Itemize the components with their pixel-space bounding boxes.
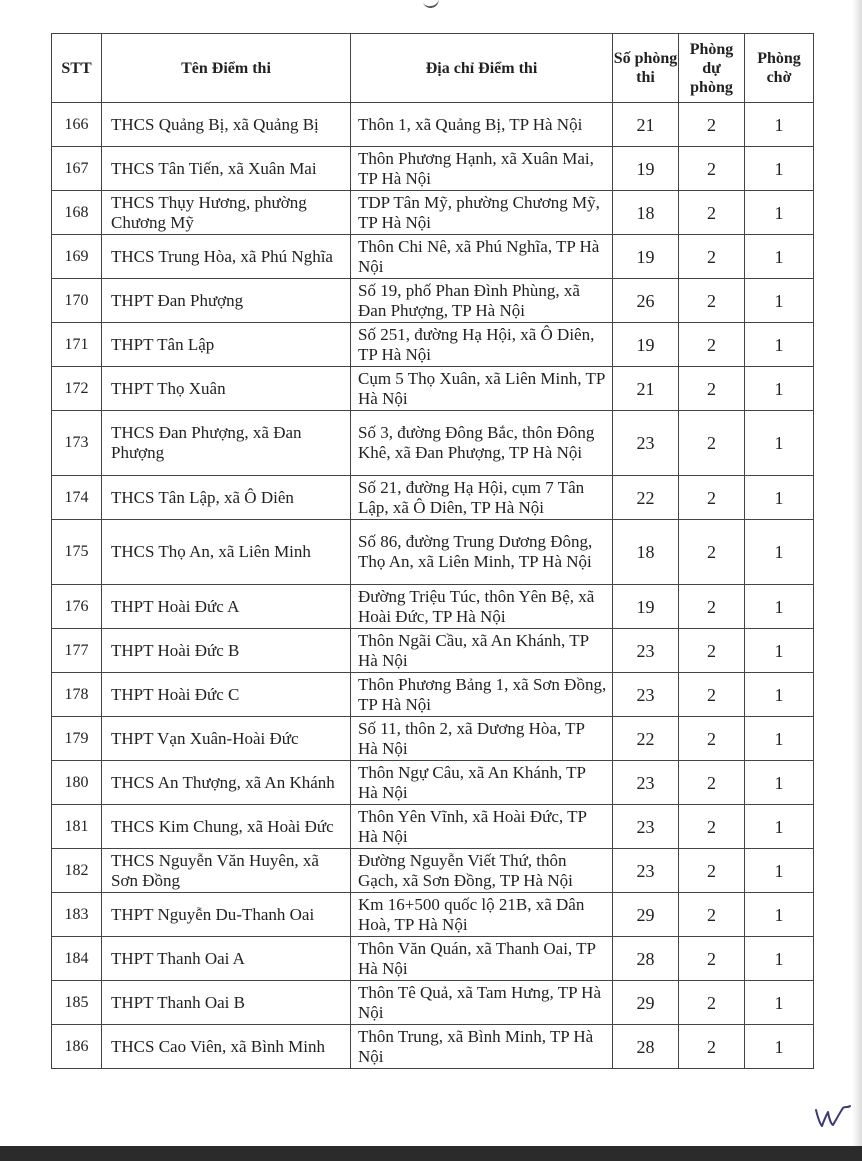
cell-stt: 175 bbox=[52, 520, 102, 585]
cell-venue-name: THCS Thụy Hương, phường Chương Mỹ bbox=[102, 191, 351, 235]
cell-stt: 183 bbox=[52, 893, 102, 937]
cell-stt: 170 bbox=[52, 279, 102, 323]
cell-exam-rooms: 19 bbox=[613, 235, 679, 279]
cell-venue-name: THCS Tân Tiến, xã Xuân Mai bbox=[102, 147, 351, 191]
cell-stt: 179 bbox=[52, 717, 102, 761]
cell-waiting-rooms: 1 bbox=[745, 103, 814, 147]
cell-venue-address: Thôn Tê Quả, xã Tam Hưng, TP Hà Nội bbox=[351, 981, 613, 1025]
cell-waiting-rooms: 1 bbox=[745, 411, 814, 476]
cell-exam-rooms: 29 bbox=[613, 981, 679, 1025]
cell-waiting-rooms: 1 bbox=[745, 476, 814, 520]
cell-stt: 168 bbox=[52, 191, 102, 235]
cell-venue-address: Số 19, phố Phan Đình Phùng, xã Đan Phượng, TP Hà Nội bbox=[351, 279, 613, 323]
table-row bbox=[52, 103, 814, 147]
cell-waiting-rooms: 1 bbox=[745, 761, 814, 805]
cell-reserve-rooms: 2 bbox=[679, 323, 745, 367]
table-row bbox=[52, 235, 814, 279]
cell-venue-address: Thôn Ngự Câu, xã An Khánh, TP Hà Nội bbox=[351, 761, 613, 805]
cell-exam-rooms: 23 bbox=[613, 761, 679, 805]
cell-stt: 181 bbox=[52, 805, 102, 849]
table-row bbox=[52, 279, 814, 323]
cell-venue-name: THPT Thọ Xuân bbox=[102, 367, 351, 411]
cell-reserve-rooms: 2 bbox=[679, 937, 745, 981]
cell-venue-name: THPT Hoài Đức B bbox=[102, 629, 351, 673]
scan-bottom-edge bbox=[0, 1146, 862, 1161]
cell-venue-name: THCS Trung Hòa, xã Phú Nghĩa bbox=[102, 235, 351, 279]
exam-venue-table bbox=[51, 33, 814, 1069]
cell-venue-address: Thôn 1, xã Quảng Bị, TP Hà Nội bbox=[351, 103, 613, 147]
table-row bbox=[52, 629, 814, 673]
cell-reserve-rooms: 2 bbox=[679, 476, 745, 520]
cell-exam-rooms: 19 bbox=[613, 147, 679, 191]
cell-reserve-rooms: 2 bbox=[679, 235, 745, 279]
cell-venue-name: THPT Hoài Đức C bbox=[102, 673, 351, 717]
cell-stt: 172 bbox=[52, 367, 102, 411]
cell-reserve-rooms: 2 bbox=[679, 411, 745, 476]
cell-venue-name: THPT Tân Lập bbox=[102, 323, 351, 367]
table-row bbox=[52, 191, 814, 235]
cell-venue-name: THCS Kim Chung, xã Hoài Đức bbox=[102, 805, 351, 849]
cell-stt: 167 bbox=[52, 147, 102, 191]
cell-reserve-rooms: 2 bbox=[679, 893, 745, 937]
table-row bbox=[52, 585, 814, 629]
cell-reserve-rooms: 2 bbox=[679, 629, 745, 673]
cell-waiting-rooms: 1 bbox=[745, 937, 814, 981]
top-scan-mark bbox=[422, 0, 440, 10]
cell-waiting-rooms: 1 bbox=[745, 1025, 814, 1069]
cell-venue-address: Thôn Văn Quán, xã Thanh Oai, TP Hà Nội bbox=[351, 937, 613, 981]
cell-waiting-rooms: 1 bbox=[745, 981, 814, 1025]
cell-venue-name: THPT Thanh Oai B bbox=[102, 981, 351, 1025]
header-reserve-rooms: Phòng dự phòng bbox=[679, 34, 745, 103]
cell-venue-address: Số 251, đường Hạ Hội, xã Ô Diên, TP Hà Nội bbox=[351, 323, 613, 367]
table-row bbox=[52, 476, 814, 520]
cell-venue-address: Thôn Phương Hạnh, xã Xuân Mai, TP Hà Nội bbox=[351, 147, 613, 191]
cell-reserve-rooms: 2 bbox=[679, 520, 745, 585]
cell-reserve-rooms: 2 bbox=[679, 279, 745, 323]
cell-waiting-rooms: 1 bbox=[745, 893, 814, 937]
cell-waiting-rooms: 1 bbox=[745, 805, 814, 849]
cell-exam-rooms: 23 bbox=[613, 673, 679, 717]
cell-venue-name: THPT Vạn Xuân-Hoài Đức bbox=[102, 717, 351, 761]
cell-venue-name: THPT Nguyễn Du-Thanh Oai bbox=[102, 893, 351, 937]
cell-reserve-rooms: 2 bbox=[679, 585, 745, 629]
header-stt: STT bbox=[52, 34, 102, 103]
cell-exam-rooms: 28 bbox=[613, 937, 679, 981]
handwritten-initial-mark bbox=[812, 1098, 854, 1132]
cell-venue-address: Số 21, đường Hạ Hội, cụm 7 Tân Lập, xã Ô Diên, TP Hà Nội bbox=[351, 476, 613, 520]
table-row bbox=[52, 323, 814, 367]
cell-reserve-rooms: 2 bbox=[679, 673, 745, 717]
cell-reserve-rooms: 2 bbox=[679, 849, 745, 893]
cell-venue-name: THCS Nguyễn Văn Huyên, xã Sơn Đồng bbox=[102, 849, 351, 893]
cell-venue-name: THCS Thọ An, xã Liên Minh bbox=[102, 520, 351, 585]
cell-waiting-rooms: 1 bbox=[745, 147, 814, 191]
cell-venue-address: Số 11, thôn 2, xã Dương Hòa, TP Hà Nội bbox=[351, 717, 613, 761]
cell-venue-address: Số 3, đường Đông Bắc, thôn Đông Khê, xã Đan Phượng, TP Hà Nội bbox=[351, 411, 613, 476]
page-edge-shadow bbox=[852, 0, 862, 1161]
cell-venue-name: THCS Tân Lập, xã Ô Diên bbox=[102, 476, 351, 520]
cell-stt: 171 bbox=[52, 323, 102, 367]
cell-reserve-rooms: 2 bbox=[679, 147, 745, 191]
cell-exam-rooms: 21 bbox=[613, 103, 679, 147]
cell-waiting-rooms: 1 bbox=[745, 585, 814, 629]
cell-exam-rooms: 19 bbox=[613, 585, 679, 629]
table-row bbox=[52, 673, 814, 717]
table-row bbox=[52, 805, 814, 849]
table-row bbox=[52, 411, 814, 476]
cell-venue-address: Thôn Phương Bảng 1, xã Sơn Đồng, TP Hà Nội bbox=[351, 673, 613, 717]
cell-stt: 180 bbox=[52, 761, 102, 805]
cell-exam-rooms: 23 bbox=[613, 629, 679, 673]
cell-stt: 185 bbox=[52, 981, 102, 1025]
table-row bbox=[52, 937, 814, 981]
cell-exam-rooms: 28 bbox=[613, 1025, 679, 1069]
cell-venue-name: THCS Đan Phượng, xã Đan Phượng bbox=[102, 411, 351, 476]
table-row bbox=[52, 981, 814, 1025]
cell-reserve-rooms: 2 bbox=[679, 367, 745, 411]
cell-exam-rooms: 22 bbox=[613, 476, 679, 520]
cell-reserve-rooms: 2 bbox=[679, 805, 745, 849]
header-venue-name: Tên Điểm thi bbox=[102, 34, 351, 103]
cell-stt: 173 bbox=[52, 411, 102, 476]
cell-reserve-rooms: 2 bbox=[679, 717, 745, 761]
cell-waiting-rooms: 1 bbox=[745, 629, 814, 673]
cell-venue-name: THCS An Thượng, xã An Khánh bbox=[102, 761, 351, 805]
table-row bbox=[52, 520, 814, 585]
cell-venue-address: Cụm 5 Thọ Xuân, xã Liên Minh, TP Hà Nội bbox=[351, 367, 613, 411]
cell-waiting-rooms: 1 bbox=[745, 191, 814, 235]
table-row bbox=[52, 1025, 814, 1069]
header-venue-address: Địa chỉ Điểm thi bbox=[351, 34, 613, 103]
cell-venue-name: THCS Quảng Bị, xã Quảng Bị bbox=[102, 103, 351, 147]
cell-venue-address: TDP Tân Mỹ, phường Chương Mỹ, TP Hà Nội bbox=[351, 191, 613, 235]
cell-venue-address: Số 86, đường Trung Dương Đông, Thọ An, xã Liên Minh, TP Hà Nội bbox=[351, 520, 613, 585]
cell-waiting-rooms: 1 bbox=[745, 849, 814, 893]
cell-stt: 184 bbox=[52, 937, 102, 981]
header-waiting-rooms: Phòng chờ bbox=[745, 34, 814, 103]
cell-reserve-rooms: 2 bbox=[679, 981, 745, 1025]
cell-venue-name: THPT Đan Phượng bbox=[102, 279, 351, 323]
cell-venue-name: THCS Cao Viên, xã Bình Minh bbox=[102, 1025, 351, 1069]
cell-venue-name: THPT Hoài Đức A bbox=[102, 585, 351, 629]
cell-stt: 174 bbox=[52, 476, 102, 520]
cell-exam-rooms: 23 bbox=[613, 805, 679, 849]
cell-stt: 177 bbox=[52, 629, 102, 673]
table-row bbox=[52, 761, 814, 805]
cell-exam-rooms: 21 bbox=[613, 367, 679, 411]
cell-reserve-rooms: 2 bbox=[679, 103, 745, 147]
cell-venue-name: THPT Thanh Oai A bbox=[102, 937, 351, 981]
cell-waiting-rooms: 1 bbox=[745, 673, 814, 717]
table-row bbox=[52, 849, 814, 893]
cell-venue-address: Thôn Chi Nê, xã Phú Nghĩa, TP Hà Nội bbox=[351, 235, 613, 279]
cell-waiting-rooms: 1 bbox=[745, 279, 814, 323]
cell-venue-address: Đường Triệu Túc, thôn Yên Bệ, xã Hoài Đức, TP Hà Nội bbox=[351, 585, 613, 629]
cell-stt: 166 bbox=[52, 103, 102, 147]
cell-waiting-rooms: 1 bbox=[745, 235, 814, 279]
cell-stt: 176 bbox=[52, 585, 102, 629]
cell-waiting-rooms: 1 bbox=[745, 323, 814, 367]
cell-reserve-rooms: 2 bbox=[679, 1025, 745, 1069]
cell-exam-rooms: 18 bbox=[613, 520, 679, 585]
cell-waiting-rooms: 1 bbox=[745, 717, 814, 761]
cell-stt: 178 bbox=[52, 673, 102, 717]
cell-waiting-rooms: 1 bbox=[745, 520, 814, 585]
cell-exam-rooms: 19 bbox=[613, 323, 679, 367]
cell-stt: 182 bbox=[52, 849, 102, 893]
cell-waiting-rooms: 1 bbox=[745, 367, 814, 411]
cell-exam-rooms: 29 bbox=[613, 893, 679, 937]
header-exam-rooms: Số phòng thi bbox=[613, 34, 679, 103]
cell-stt: 169 bbox=[52, 235, 102, 279]
table-row bbox=[52, 893, 814, 937]
cell-exam-rooms: 26 bbox=[613, 279, 679, 323]
cell-exam-rooms: 18 bbox=[613, 191, 679, 235]
cell-reserve-rooms: 2 bbox=[679, 191, 745, 235]
table-header-row bbox=[52, 34, 814, 103]
cell-venue-address: Thôn Yên Vĩnh, xã Hoài Đức, TP Hà Nội bbox=[351, 805, 613, 849]
cell-exam-rooms: 23 bbox=[613, 411, 679, 476]
cell-venue-address: Thôn Ngãi Cầu, xã An Khánh, TP Hà Nội bbox=[351, 629, 613, 673]
table-row bbox=[52, 147, 814, 191]
table-row bbox=[52, 367, 814, 411]
cell-exam-rooms: 23 bbox=[613, 849, 679, 893]
cell-stt: 186 bbox=[52, 1025, 102, 1069]
cell-venue-address: Km 16+500 quốc lộ 21B, xã Dân Hoà, TP Hà Nội bbox=[351, 893, 613, 937]
cell-venue-address: Đường Nguyễn Viết Thứ, thôn Gạch, xã Sơn Đồng, TP Hà Nội bbox=[351, 849, 613, 893]
cell-exam-rooms: 22 bbox=[613, 717, 679, 761]
cell-reserve-rooms: 2 bbox=[679, 761, 745, 805]
table-row bbox=[52, 717, 814, 761]
cell-venue-address: Thôn Trung, xã Bình Minh, TP Hà Nội bbox=[351, 1025, 613, 1069]
